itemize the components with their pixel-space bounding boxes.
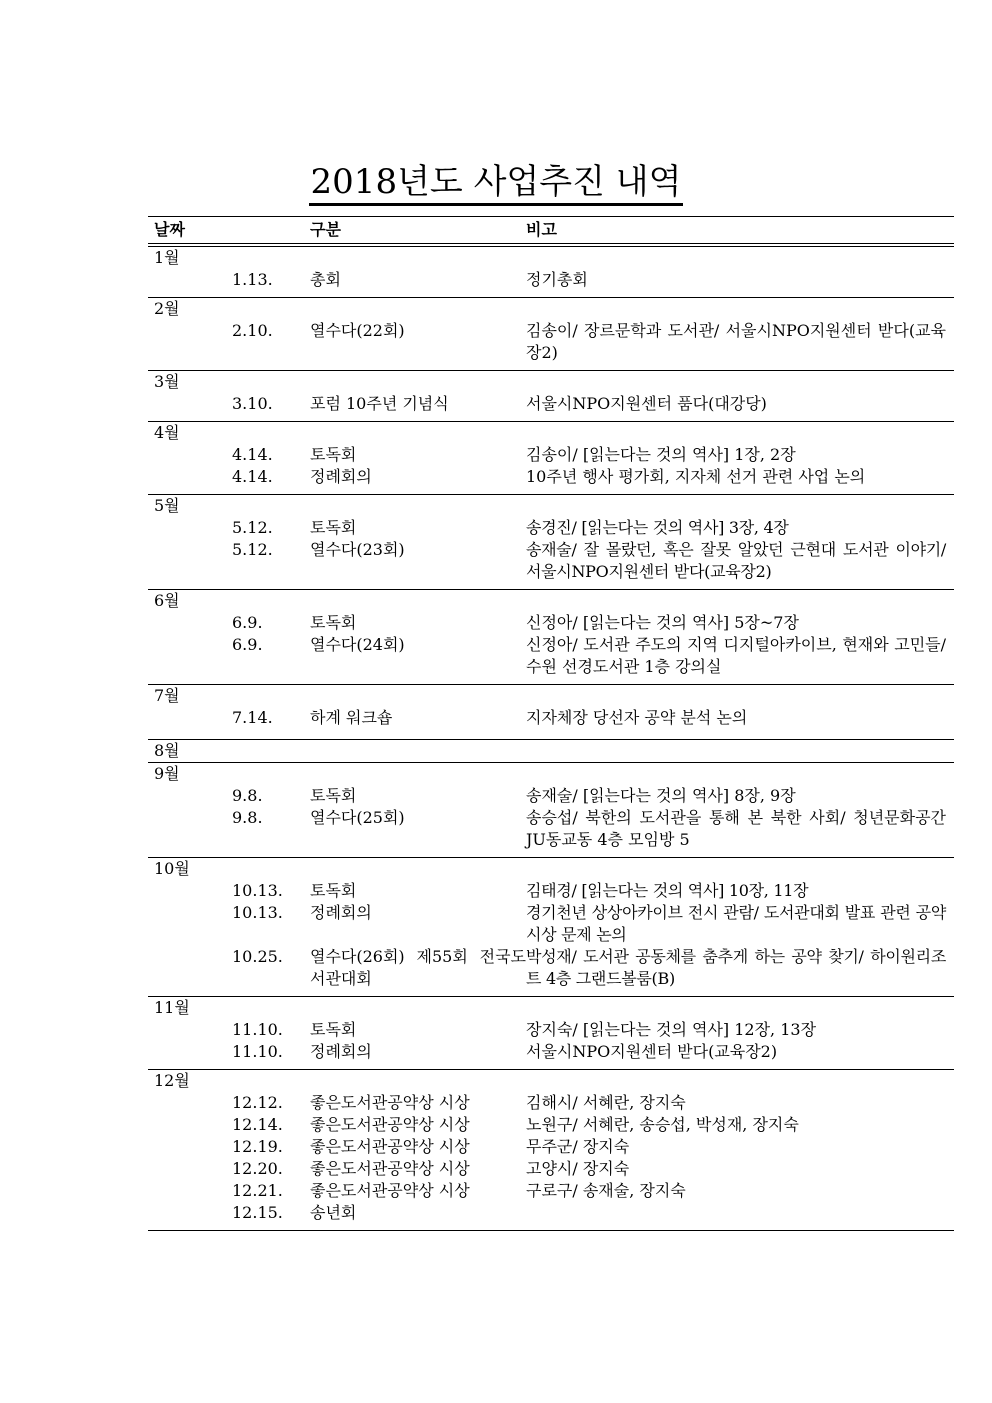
event-category: 좋은도서관공약상 시상 — [310, 1137, 470, 1156]
event-note: 김해시/ 서혜란, 장지숙 — [526, 1093, 686, 1112]
event-category: 토독회 — [310, 445, 357, 464]
month-label: 12월 — [154, 1071, 190, 1090]
event-note: 정기총회 — [526, 270, 588, 289]
event-note: 서울시NPO지원센터 받다(교육장2) — [526, 1042, 778, 1061]
event-category: 열수다(22회) — [310, 321, 405, 340]
month-label: 10월 — [154, 859, 190, 878]
table-header — [148, 216, 954, 247]
event-row — [148, 539, 954, 583]
event-row — [148, 707, 954, 729]
month-group — [148, 298, 954, 371]
spacer — [148, 1063, 954, 1069]
event-category: 좋은도서관공약상 시상 — [310, 1159, 470, 1178]
page-title: 2018년도 사업추진 내역 — [0, 160, 992, 204]
spacer — [148, 415, 954, 421]
month-group — [148, 495, 954, 590]
event-category: 정례회의 — [310, 903, 372, 922]
event-row — [148, 807, 954, 851]
header-category: 구분 — [310, 220, 341, 239]
event-category: 열수다(26회) 제55회 전국도서관대회 — [310, 947, 526, 988]
event-row — [148, 1202, 954, 1224]
month-group — [148, 422, 954, 495]
event-date: 4.14. — [232, 467, 273, 486]
header-note: 비고 — [526, 220, 557, 239]
event-note: 송승섭/ 북한의 도서관을 통해 본 북한 사회/ 청년문화공간JU동교동 4층 모임방 5 — [526, 808, 946, 849]
event-row — [148, 1180, 954, 1202]
event-row — [148, 634, 954, 678]
event-note: 10주년 행사 평가회, 지자체 선거 관련 사업 논의 — [526, 467, 866, 486]
event-note: 김송이/ [읽는다는 것의 역사] 1장, 2장 — [526, 445, 796, 464]
event-row — [148, 444, 954, 466]
event-row — [148, 1158, 954, 1180]
event-row — [148, 612, 954, 634]
schedule-table — [148, 216, 954, 1231]
month-group — [148, 247, 954, 298]
event-date: 12.19. — [232, 1137, 283, 1156]
event-date: 10.13. — [232, 903, 283, 922]
event-date: 7.14. — [232, 708, 273, 727]
month-label: 5월 — [154, 496, 180, 515]
event-row — [148, 1114, 954, 1136]
event-row — [148, 946, 954, 990]
event-note: 고양시/ 장지숙 — [526, 1159, 630, 1178]
event-row — [148, 517, 954, 539]
spacer — [148, 488, 954, 494]
month-label: 11월 — [154, 998, 190, 1017]
month-group — [148, 371, 954, 422]
event-row — [148, 785, 954, 807]
event-row — [148, 269, 954, 291]
event-note: 구로구/ 송재술, 장지숙 — [526, 1181, 686, 1200]
event-category: 열수다(23회) — [310, 540, 405, 559]
month-label: 9월 — [154, 764, 180, 783]
month-group — [148, 763, 954, 858]
event-note: 경기천년 상상아카이브 전시 관람/ 도서관대회 발표 관련 공약 시상 문제 논의 — [526, 903, 946, 944]
event-note: 장지숙/ [읽는다는 것의 역사] 12장, 13장 — [526, 1020, 817, 1039]
spacer — [148, 729, 954, 739]
event-category: 열수다(24회) — [310, 635, 405, 654]
spacer — [148, 990, 954, 996]
event-category: 송년회 — [310, 1203, 357, 1222]
event-category: 좋은도서관공약상 시상 — [310, 1115, 470, 1134]
event-category: 좋은도서관공약상 시상 — [310, 1181, 470, 1200]
month-label: 4월 — [154, 423, 180, 442]
event-note: 송재술/ 잘 몰랐던, 혹은 잘못 알았던 근현대 도서관 이야기/ 서울시NPO지원센터 받다(교육장2) — [526, 540, 946, 581]
month-group — [148, 1070, 954, 1231]
event-date: 3.10. — [232, 394, 273, 413]
event-row — [148, 1136, 954, 1158]
event-note: 지자체장 당선자 공약 분석 논의 — [526, 708, 748, 727]
event-date: 12.14. — [232, 1115, 283, 1134]
event-category: 토독회 — [310, 881, 357, 900]
event-date: 11.10. — [232, 1042, 283, 1061]
event-note: 신정아/ 도서관 주도의 지역 디지털아카이브, 현재와 고민들/ 수원 선경도서관 1층 강의실 — [526, 635, 946, 676]
month-group — [148, 590, 954, 685]
spacer — [148, 851, 954, 857]
month-label: 8월 — [154, 741, 180, 760]
event-note: 김송이/ 장르문학과 도서관/ 서울시NPO지원센터 받다(교육장2) — [526, 321, 946, 362]
month-label: 3월 — [154, 372, 180, 391]
header-date: 날짜 — [154, 220, 185, 239]
event-note: 서울시NPO지원센터 품다(대강당) — [526, 394, 767, 413]
event-category: 총회 — [310, 270, 341, 289]
event-date: 12.15. — [232, 1203, 283, 1222]
event-category: 토독회 — [310, 518, 357, 537]
event-note: 송경진/ [읽는다는 것의 역사] 3장, 4장 — [526, 518, 789, 537]
event-date: 9.8. — [232, 808, 263, 827]
event-category: 열수다(25회) — [310, 808, 405, 827]
event-date: 6.9. — [232, 613, 263, 632]
event-row — [148, 393, 954, 415]
event-category: 정례회의 — [310, 467, 372, 486]
event-category: 좋은도서관공약상 시상 — [310, 1093, 470, 1112]
spacer — [148, 1224, 954, 1230]
month-label: 7월 — [154, 686, 180, 705]
event-date: 6.9. — [232, 635, 263, 654]
spacer — [148, 364, 954, 370]
month-list — [148, 247, 954, 1231]
event-date: 10.25. — [232, 947, 283, 966]
event-row — [148, 1092, 954, 1114]
event-note: 송재술/ [읽는다는 것의 역사] 8장, 9장 — [526, 786, 796, 805]
month-group — [148, 858, 954, 997]
month-label: 6월 — [154, 591, 180, 610]
event-note: 무주군/ 장지숙 — [526, 1137, 630, 1156]
event-category: 포럼 10주년 기념식 — [310, 394, 449, 413]
event-date: 4.14. — [232, 445, 273, 464]
event-row — [148, 466, 954, 488]
event-date: 5.12. — [232, 540, 273, 559]
event-note: 김태경/ [읽는다는 것의 역사] 10장, 11장 — [526, 881, 809, 900]
month-label: 2월 — [154, 299, 180, 318]
event-date: 9.8. — [232, 786, 263, 805]
event-note: 신정아/ [읽는다는 것의 역사] 5장~7장 — [526, 613, 799, 632]
event-note: 노원구/ 서혜란, 송승섭, 박성재, 장지숙 — [526, 1115, 799, 1134]
month-group — [148, 740, 954, 763]
event-date: 12.21. — [232, 1181, 283, 1200]
event-note — [526, 1202, 946, 1224]
event-row — [148, 1019, 954, 1041]
event-date: 1.13. — [232, 270, 273, 289]
event-date: 11.10. — [232, 1020, 283, 1039]
event-date: 2.10. — [232, 321, 273, 340]
spacer — [148, 678, 954, 684]
event-category: 토독회 — [310, 786, 357, 805]
month-group — [148, 685, 954, 740]
event-category: 토독회 — [310, 1020, 357, 1039]
event-note: 박성재/ 도서관 공동체를 춤추게 하는 공약 찾기/ 하이원리조트 4층 그랜드볼룸(B) — [526, 947, 946, 988]
event-row — [148, 902, 954, 946]
event-category: 토독회 — [310, 613, 357, 632]
event-date: 10.13. — [232, 881, 283, 900]
event-row — [148, 1041, 954, 1063]
event-category: 하계 워크숍 — [310, 708, 393, 727]
event-row — [148, 320, 954, 364]
event-date: 12.20. — [232, 1159, 283, 1178]
event-row — [148, 880, 954, 902]
spacer — [148, 583, 954, 589]
month-label: 1월 — [154, 248, 180, 267]
event-date: 12.12. — [232, 1093, 283, 1112]
spacer — [148, 291, 954, 297]
event-category: 정례회의 — [310, 1042, 372, 1061]
event-date: 5.12. — [232, 518, 273, 537]
month-group — [148, 997, 954, 1070]
